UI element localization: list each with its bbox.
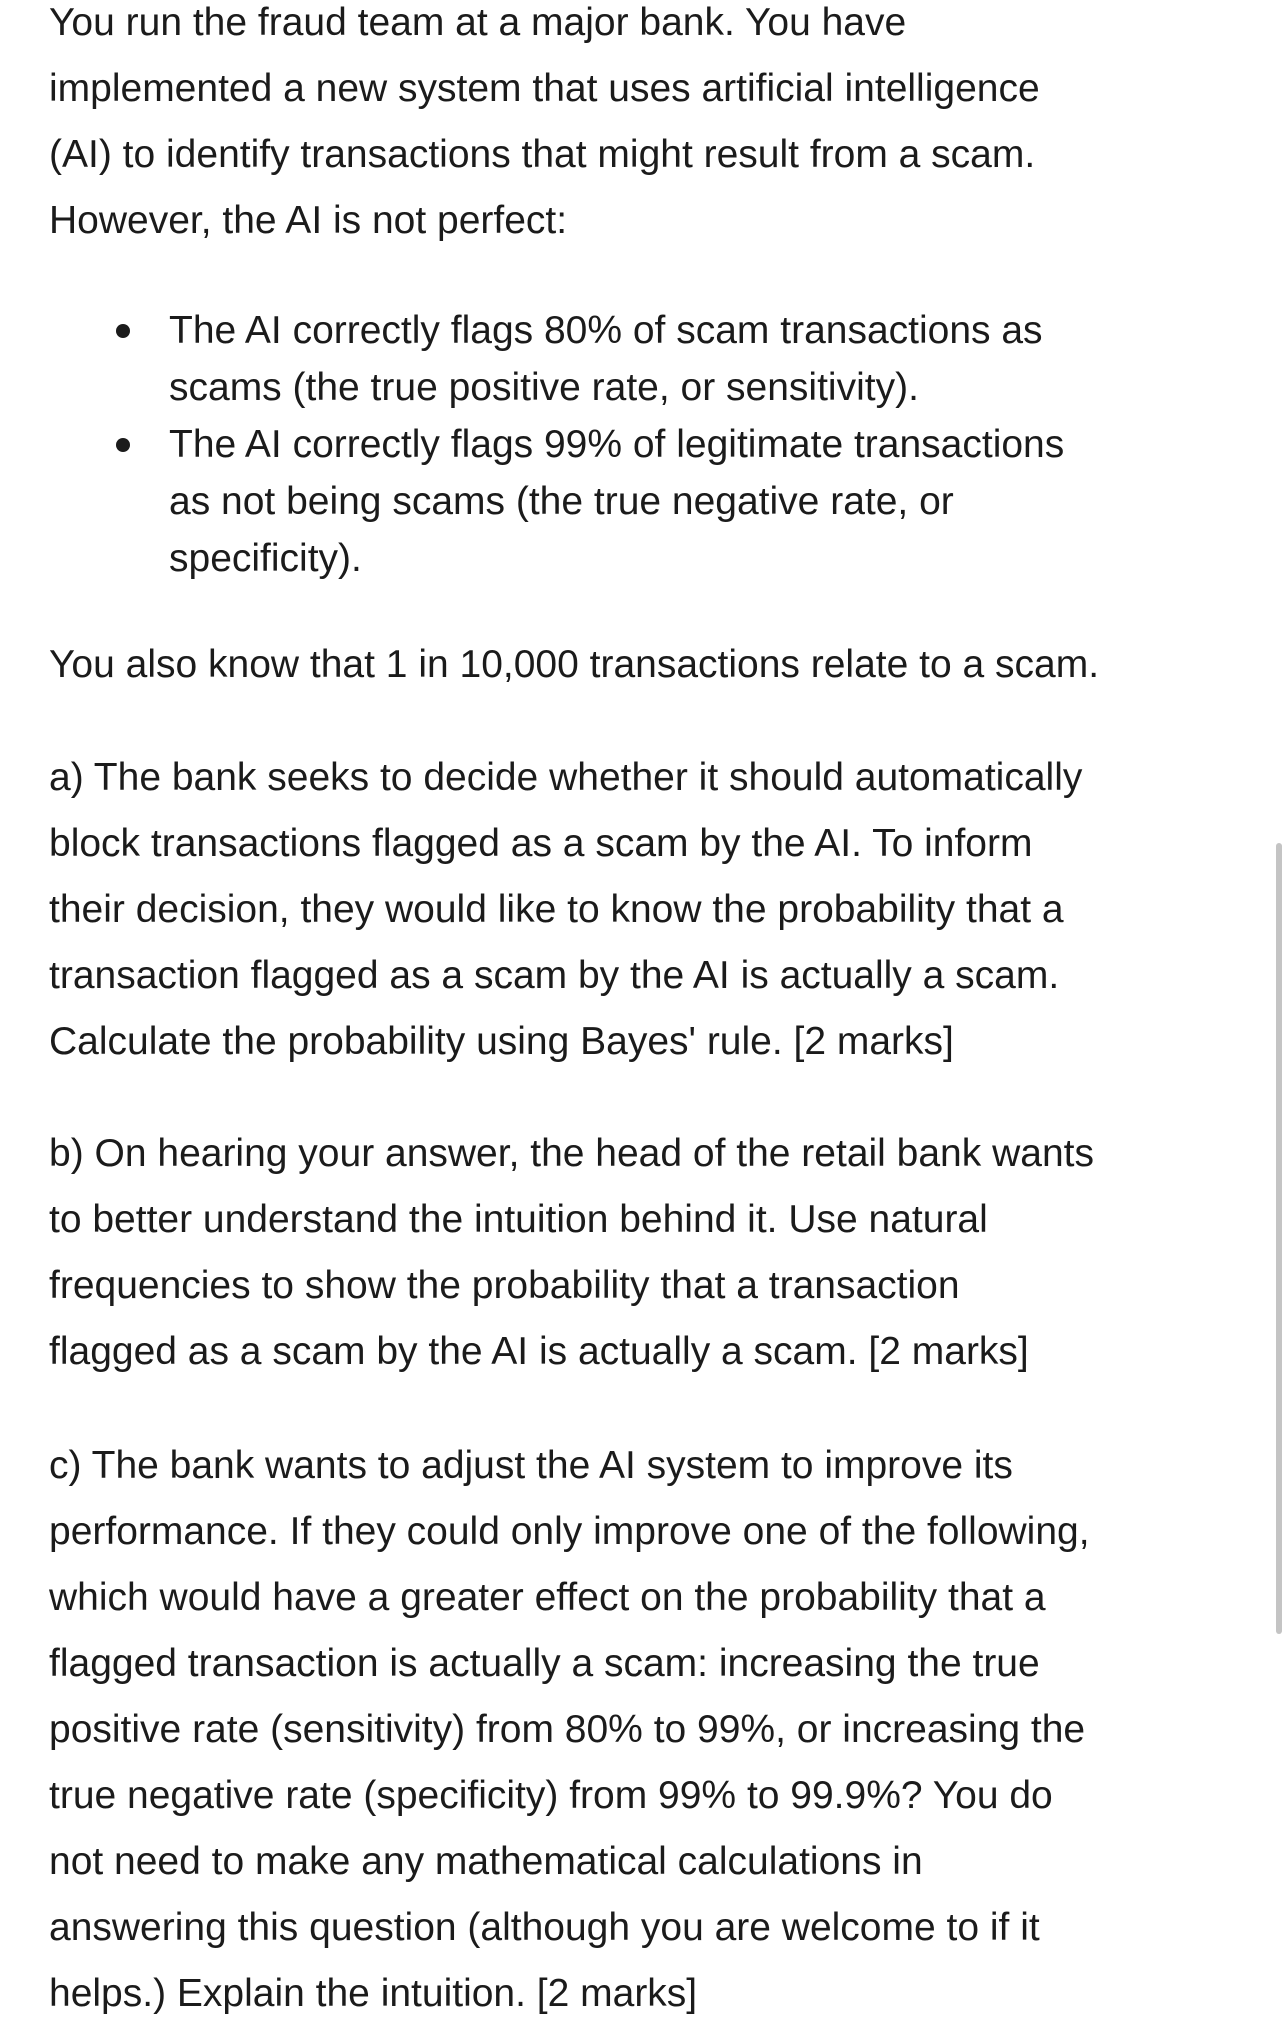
text-line: scams (the true positive rate, or sensitivity). [169, 366, 919, 409]
text-line: frequencies to show the probability that a transaction [49, 1264, 960, 1307]
bullet-icon [116, 438, 130, 452]
text-line: answering this question (although you are welcome to if it [49, 1906, 1040, 1949]
base-rate-paragraph [49, 632, 1099, 698]
text-line: which would have a greater effect on the probability that a [49, 1576, 1046, 1619]
text-line: The AI correctly flags 80% of scam transactions as [169, 309, 1043, 352]
text-line: However, the AI is not perfect: [49, 199, 568, 242]
text-line: c) The bank wants to adjust the AI system to improve its [49, 1444, 1013, 1487]
text-line: not need to make any mathematical calculations in [49, 1840, 923, 1883]
text-line: transaction flagged as a scam by the AI is actually a scam. [49, 954, 1060, 997]
text-line: their decision, they would like to know the probability that a [49, 888, 1064, 931]
text-line: a) The bank seeks to decide whether it should automatically [49, 756, 1083, 799]
question-c [49, 1433, 1090, 2027]
text-line: helps.) Explain the intuition. [2 marks] [49, 1972, 698, 2015]
text-line: (AI) to identify transactions that might result from a scam. [49, 133, 1036, 176]
text-line: as not being scams (the true negative rate, or [169, 480, 954, 523]
text-line: specificity). [169, 537, 362, 580]
list-item [0, 302, 1064, 416]
question-a [49, 745, 1082, 1075]
text-line: block transactions flagged as a scam by the AI. To inform [49, 822, 1033, 865]
text-line: The AI correctly flags 99% of legitimate transactions [169, 423, 1065, 466]
bullet-icon [116, 324, 130, 338]
text-line: b) On hearing your answer, the head of the retail bank wants [49, 1132, 1094, 1175]
text-line: Calculate the probability using Bayes' rule. [2 marks] [49, 1020, 954, 1063]
scrollbar[interactable] [1276, 843, 1282, 1634]
bullet-list [0, 302, 1064, 587]
text-line: positive rate (sensitivity) from 80% to 99%, or increasing the [49, 1708, 1086, 1751]
list-item [0, 416, 1064, 587]
intro-paragraph [49, 0, 1040, 254]
text-line: true negative rate (specificity) from 99% to 99.9%? You do [49, 1774, 1053, 1817]
text-line: implemented a new system that uses artificial intelligence [49, 67, 1040, 110]
text-line: flagged as a scam by the AI is actually a scam. [2 marks] [49, 1330, 1029, 1373]
question-b [49, 1121, 1094, 1385]
text-line: performance. If they could only improve one of the following, [49, 1510, 1090, 1553]
text-line: You also know that 1 in 10,000 transactions relate to a scam. [49, 643, 1100, 686]
text-line: flagged transaction is actually a scam: increasing the true [49, 1642, 1040, 1685]
text-line: to better understand the intuition behind it. Use natural [49, 1198, 988, 1241]
text-line: You run the fraud team at a major bank. You have [49, 1, 907, 44]
